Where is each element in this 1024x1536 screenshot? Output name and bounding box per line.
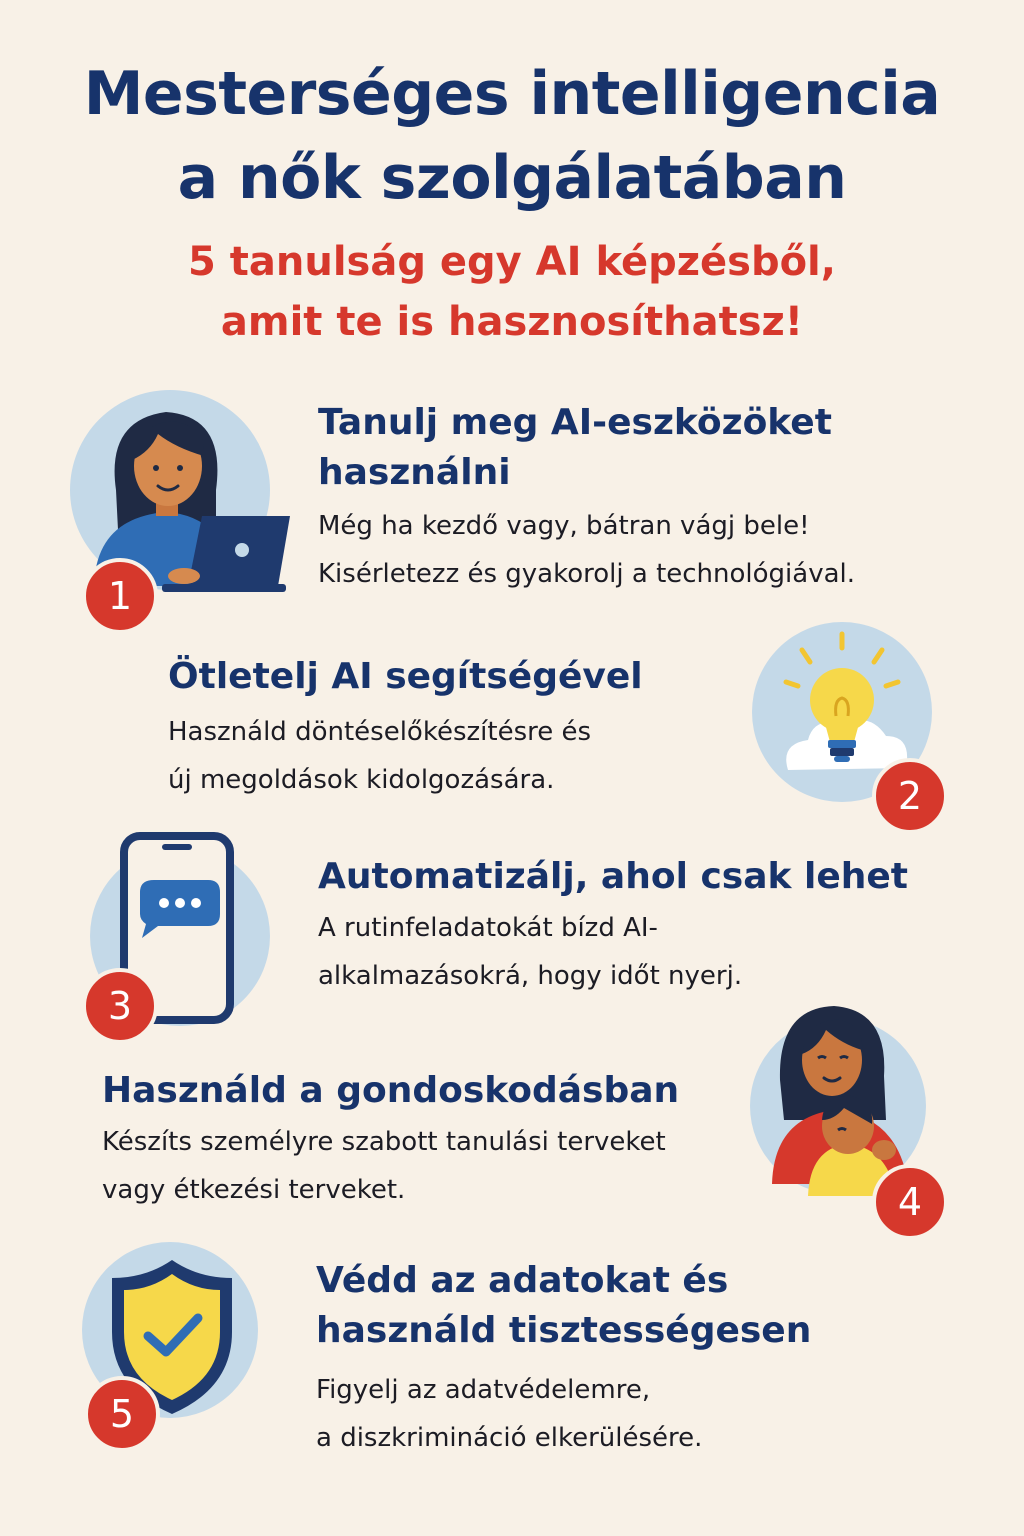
- lesson-1-description: [318, 502, 855, 598]
- lesson-2-desc-line-2: új megoldások kidolgozására.: [168, 765, 555, 795]
- lesson-5-title: [316, 1256, 811, 1356]
- lesson-3-desc-line-1: A rutinfeladatokát bízd AI-: [318, 913, 658, 943]
- lesson-3-title-line-1: Automatizálj, ahol csak lehet: [318, 856, 908, 897]
- lesson-1-desc-line-2: Kisérletezz és gyakorolj a technológiával.: [318, 559, 856, 589]
- lesson-1-title-line-1: Tanulj meg AI-eszközöket: [318, 402, 832, 443]
- lesson-3-desc-line-2: alkalmazásokrá, hogy időt nyerj.: [318, 961, 743, 991]
- lesson-1-title: [318, 398, 832, 498]
- subtitle-line-2: amit te is hasznosíthatsz!: [220, 299, 804, 345]
- lesson-2-title: [168, 652, 643, 702]
- page-subtitle: [0, 232, 1024, 352]
- page-title: [0, 52, 1024, 220]
- number-badge-3: 3: [82, 968, 158, 1044]
- lesson-4-desc-line-2: vagy étkezési terveket.: [102, 1175, 406, 1205]
- lesson-5-title-line-2: használd tisztességesen: [316, 1310, 812, 1351]
- title-line-1: Mesterséges intelligencia: [83, 59, 941, 129]
- lesson-4-title: [102, 1066, 679, 1116]
- lesson-3-description: [318, 904, 742, 1000]
- lesson-4-title-line-1: Használd a gondoskodásban: [102, 1070, 680, 1111]
- lesson-5-desc-line-1: Figyelj az adatvédelemre,: [316, 1375, 651, 1405]
- lesson-2-description: [168, 708, 591, 804]
- lesson-1-title-line-2: használni: [318, 452, 511, 493]
- number-badge-4: 4: [872, 1164, 948, 1240]
- lesson-5-description: [316, 1366, 702, 1462]
- lesson-5-title-line-1: Védd az adatokat és: [316, 1260, 729, 1301]
- lesson-5-desc-line-2: a diszkrimináció elkerülésére.: [316, 1423, 703, 1453]
- lesson-2-desc-line-1: Használd döntéselőkészítésre és: [168, 717, 592, 747]
- lesson-4-description: [102, 1118, 666, 1214]
- title-line-2: a nők szolgálatában: [177, 143, 847, 213]
- number-badge-5: 5: [84, 1376, 160, 1452]
- lesson-4-desc-line-1: Készíts személyre szabott tanulási terveket: [102, 1127, 666, 1157]
- number-badge-1: 1: [82, 558, 158, 634]
- number-badge-2: 2: [872, 758, 948, 834]
- lesson-3-title: [318, 852, 908, 902]
- subtitle-line-1: 5 tanulság egy AI képzésből,: [188, 239, 836, 285]
- lesson-2-title-line-1: Ötletelj AI segítségével: [168, 656, 643, 697]
- lesson-1-desc-line-1: Még ha kezdő vagy, bátran vágj bele!: [318, 511, 810, 541]
